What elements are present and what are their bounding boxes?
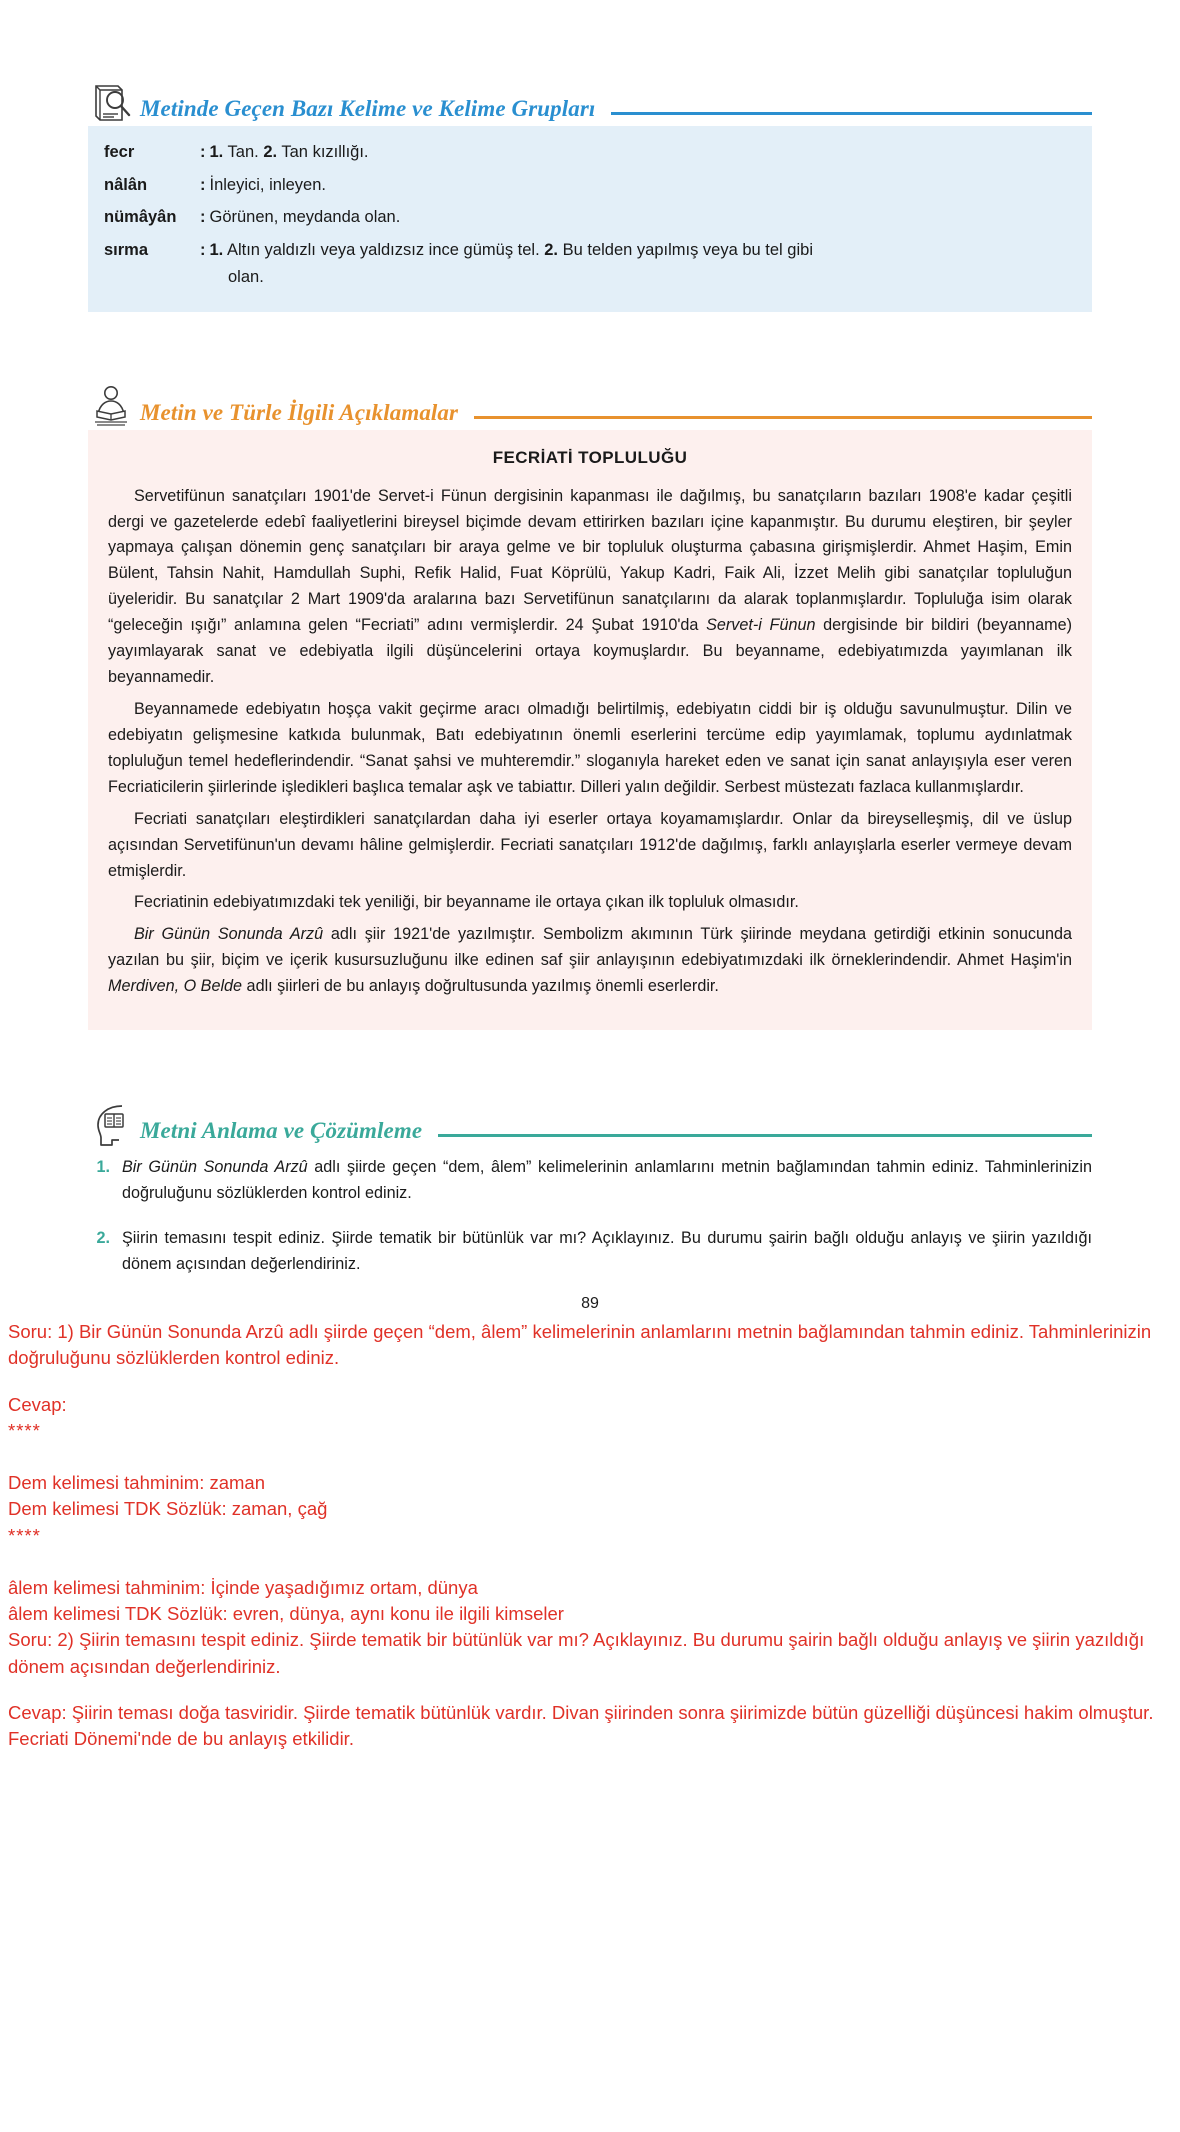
vocabulary-row (104, 136, 1076, 169)
note-dem-tdk: Dem kelimesi TDK Sözlük: zaman, çağ (8, 1498, 328, 1520)
header-rule (611, 112, 1092, 115)
top-spacer (0, 0, 1180, 80)
comprehension-section-title: Metni Anlama ve Çözümleme (140, 1118, 423, 1144)
question-item (88, 1154, 1092, 1206)
explanations-section-header (0, 384, 1180, 430)
comprehension-section-header (0, 1102, 1180, 1148)
note-question-2: Soru: 2) Şiirin temasını tespit ediniz. Şiirde tematik bir bütünlük var mı? Açıklayınız. Bu durumu şairin bağlı olduğu anlayış ve şiirin yazıldığı dönem açısından değerlendiriniz. (8, 1629, 1145, 1677)
header-rule (474, 416, 1092, 419)
explanation-paragraph: Beyannamede edebiyatın hoşça vakit geçirme aracı olmadığı belirtilmiş, edebiyatın ciddi bir iş olduğu savunulmuştur. Dilin ve edebiyatın gelişmesine katkıda bulunmak, Batı edebiyatının önemli eserlerini tercüme edip yayımlamak, toplumu aydınlatmak topluluğun temel hedeflerindendir. “Sanat şahsi ve muhteremdir.” sloganıyla hareket eden ve sanat için sanat anlayışıyla eser veren Fecriaticilerin şiirlerinde işledikleri başlıca temalar aşk ve tabiattır. Dilleri yalın değildir. Serbest müstezatı fazlaca kullanmışlardır. (108, 699, 1072, 796)
book-magnifier-icon (88, 80, 134, 126)
bottom-spacer (0, 1753, 1180, 1793)
vocabulary-row (104, 169, 1076, 202)
vocabulary-definition: : 1. Altın yaldızlı veya yaldızsız ince gümüş tel. 2. Bu telden yapılmış veya bu tel gibi olan. (200, 241, 813, 286)
note-gap (8, 1680, 1172, 1700)
vocabulary-box (88, 126, 1092, 312)
note-dem-guess: Dem kelimesi tahminim: zaman (8, 1472, 266, 1494)
vocabulary-term: nümâyân (104, 208, 177, 227)
vocabulary-section-title: Metinde Geçen Bazı Kelime ve Kelime Grupları (140, 96, 596, 121)
note-gap (8, 1444, 1172, 1470)
note-gap (8, 1372, 1172, 1392)
note-answer-2: Cevap: Şiirin teması doğa tasviridir. Şiirde tematik bütünlük vardır. Divan şiirinden sonra şiirimizde bütün güzelliği düşüncesi hakim olmuştur. Fecriati Dönemi'nde de bu anlayış etkilidir. (8, 1701, 1154, 1750)
note-answer-label: Cevap: (8, 1393, 67, 1415)
note-gap (8, 1549, 1172, 1575)
vocabulary-term: fecr (104, 143, 135, 161)
note-alem-tdk: âlem kelimesi TDK Sözlük: evren, dünya, aynı konu ile ilgili kimseler (8, 1603, 564, 1625)
explanation-paragraph: Servetifünun sanatçıları 1901'de Servet-i Fünun dergisinin kapanması ile dağılmış, bu sanatçıların bazıları 1908'e kadar çeşitli dergi ve gazetelerde edebî faaliyetlerini bireysel biçimde devam ettirirken bazıları içine kapanmıştır. Bu durumu eleştiren, bir şeyler yapmaya çalışan dönemin genç sanatçıları bir araya gelme ve bir topluluk oluşturma çabasına girişmişlerdir. Ahmet Haşim, Emin Bülent, Tahsin Nahit, Hamdullah Suphi, Refik Halid, Fuat Köprülü, Yakup Kadri, Faik Ali, İzzet Melih gibi sanatçılar topluluğun üyeleridir. Bu sanatçılar 2 Mart 1909'da aralarına bazı Servetifünun sanatçılarını da alarak toplanmışlardır. Topluluğa isim olarak “geleceğin ışığı” anlamına gelen “Fecriati” adını vermişlerdir. 24 Şubat 1910'da Servet-i Fünun dergisinde bir bildiri (beyanname) yayımlayarak sanat ve edebiyatla ilgili düşüncelerini ortaya koymuşlardır. Bu beyanname, edebiyatımızda yayımlanan ilk beyannamedir. (108, 486, 1072, 687)
question-number: 2. (96, 1228, 110, 1247)
vocabulary-term: sırma (104, 241, 149, 260)
page-number: 89 (581, 1295, 599, 1313)
question-item (88, 1225, 1092, 1277)
questions-list (88, 1148, 1092, 1277)
vocabulary-definition: : İnleyici, inleyen. (200, 175, 326, 194)
note-separator-stars: **** (8, 1419, 41, 1441)
question-text: Bir Günün Sonunda Arzû adlı şiirde geçen “dem, âlem” kelimelerinin anlamlarını metnin bağlamından tahmin ediniz. Tahminlerinizin doğruluğunu sözlüklerden kontrol ediniz. (122, 1158, 1092, 1203)
question-text: Şiirin temasını tespit ediniz. Şiirde tematik bir bütünlük var mı? Açıklayınız. Bu durumu şairin bağlı olduğu anlayış ve şiirin yazıldığı dönem açısından değerlendiriniz. (122, 1228, 1092, 1273)
header-rule (438, 1134, 1092, 1137)
vocabulary-row (104, 201, 1076, 234)
reading-person-icon (88, 384, 134, 430)
vocabulary-definition: : 1. Tan. 2. Tan kızıllığı. (200, 143, 369, 161)
explanations-heading: FECRİATİ TOPLULUĞU (492, 447, 688, 467)
explanations-box (88, 430, 1092, 1031)
section-gap (0, 312, 1180, 384)
vocabulary-section-header (0, 80, 1180, 126)
explanations-section-title: Metin ve Türle İlgili Açıklamalar (140, 399, 459, 425)
question-number: 1. (96, 1158, 110, 1177)
explanation-paragraph: Bir Günün Sonunda Arzû adlı şiir 1921'de yazılmıştır. Sembolizm akımının Türk şiirinde meydana getirdiği etkinin sonucunda yazılan bu şiir, biçim ve içerik kusursuzluğunu ilke edinen saf şiir anlayışının edebiyatımızdaki ilk örneklerindendir. Ahmet Haşim'in Merdiven, O Belde adlı şiirleri de bu anlayış doğrultusunda yazılmış önemli eserlerdir. (108, 925, 1073, 996)
vocabulary-definition: : Görünen, meydanda olan. (200, 208, 401, 227)
explanation-paragraph: Fecriatinin edebiyatımızdaki tek yeniliği, bir beyanname ile ortaya çıkan ilk topluluk olmasıdır. (134, 893, 799, 912)
head-with-book-icon (88, 1102, 134, 1148)
explanation-paragraph: Fecriati sanatçıları eleştirdikleri sanatçılardan daha iyi eserler ortaya koyamamışlardır. Onlar da bireyselleşmiş, dil ve üslup açısından Servetifünun'un devamı hâline gelmişlerdir. Fecriati sanatçıları 1912'de dağılmış, farklı anlayışlarla eserler vermeye devam etmişlerdir. (108, 809, 1072, 880)
note-separator-stars: **** (8, 1524, 41, 1546)
note-alem-guess: âlem kelimesi tahminim: İçinde yaşadığımız ortam, dünya (8, 1576, 478, 1598)
vocabulary-row (104, 234, 1076, 293)
vocabulary-term: nâlân (104, 175, 148, 194)
section-gap (0, 1030, 1180, 1102)
note-question-1: Soru: 1) Bir Günün Sonunda Arzû adlı şiirde geçen “dem, âlem” kelimelerinin anlamlarını metnin bağlamından tahmin ediniz. Tahminlerinizin doğruluğunu sözlüklerden kontrol ediniz. (8, 1321, 1152, 1369)
answer-notes (0, 1319, 1180, 1752)
